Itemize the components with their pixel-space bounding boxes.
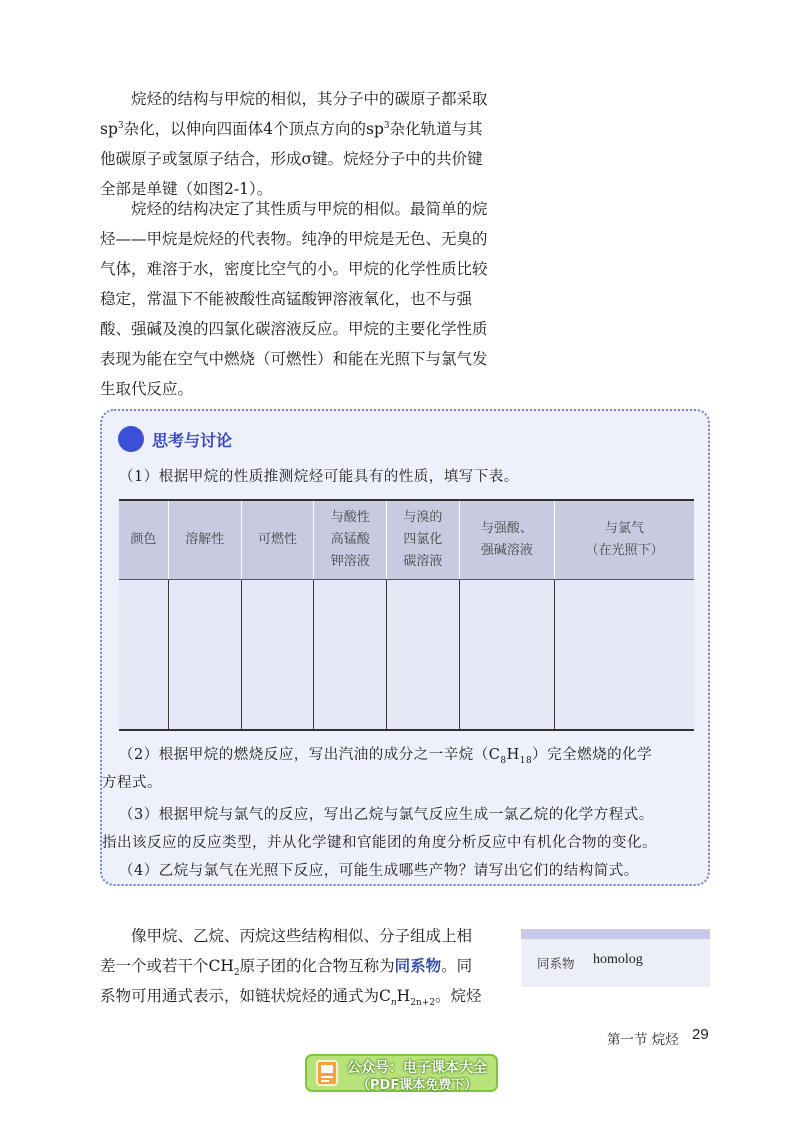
watermark-banner bbox=[305, 1054, 498, 1092]
text-line: 他碳原子或氢原子结合，形成σ键。烷烃分子中的共价键 bbox=[100, 150, 483, 168]
table-cell[interactable] bbox=[555, 580, 694, 731]
text-line: 稳定，常温下不能被酸性高锰酸钾溶液氧化，也不与强 bbox=[100, 290, 473, 308]
page-number: 29 bbox=[692, 1026, 709, 1043]
text-line: $sp^3$杂化，以伸向四面体4个顶点方向的$sp^3$杂化轨道与其 bbox=[100, 120, 483, 138]
text-line: 烃——甲烷是烷烃的代表物。纯净的甲烷是无色、无臭的 bbox=[100, 230, 488, 248]
table-cell[interactable] bbox=[241, 580, 314, 731]
table-header-row bbox=[119, 500, 694, 580]
question-4: （4）乙烷与氯气在光照下反应，可能生成哪些产物？请写出它们的结构简式。 bbox=[119, 863, 639, 879]
table-row bbox=[119, 580, 694, 731]
book-icon bbox=[315, 1059, 341, 1087]
paragraph-alkane-properties bbox=[100, 194, 500, 404]
question-3-cont: 指出该反应的反应类型，并从化学键和官能团的角度分析反应中有机化合物的变化。 bbox=[102, 835, 657, 851]
paragraph-alkane-structure bbox=[100, 84, 500, 204]
question-2: （2）根据甲烷的燃烧反应，写出汽油的成分之一辛烷$(C_8H_{18})$完全燃烧的化学 bbox=[119, 747, 653, 766]
table-cell[interactable] bbox=[119, 580, 168, 731]
glossary-chinese: 同系物 bbox=[537, 956, 575, 971]
discussion-circle-icon bbox=[118, 426, 144, 452]
question-2-cont: 方程式。 bbox=[102, 775, 162, 791]
table-header-cell: 颜色 bbox=[119, 500, 168, 580]
footer-section-title: 第一节 烷烃 bbox=[607, 1032, 679, 1048]
discussion-header bbox=[118, 425, 232, 453]
table-header-cell: 与强酸、 强碱溶液 bbox=[459, 500, 554, 580]
term-homolog: 同系物 bbox=[394, 957, 442, 975]
glossary-box bbox=[521, 929, 710, 987]
table-cell[interactable] bbox=[168, 580, 241, 731]
discussion-box bbox=[100, 409, 710, 886]
table-header-cell: 与酸性 高锰酸 钾溶液 bbox=[314, 500, 387, 580]
text-line: 全部是单键（如图2-1）。 bbox=[100, 180, 273, 198]
text-line: 气体，难溶于水，密度比空气的小。甲烷的化学性质比较 bbox=[100, 260, 488, 278]
text-line: 系物可用通式表示，如链状烷烃的通式为$C_nH_{2n+2}$。烷烃 bbox=[100, 987, 482, 1009]
glossary-english: homolog bbox=[593, 952, 643, 967]
table-header-cell: 可燃性 bbox=[241, 500, 314, 580]
text-line: 像甲烷、乙烷、丙烷这些结构相似、分子组成上相 bbox=[131, 927, 473, 945]
text-line: 生取代反应。 bbox=[100, 380, 194, 398]
text-line: 烷烃的结构与甲烷的相似，其分子中的碳原子都采取 bbox=[131, 90, 488, 108]
discussion-title: 思考与讨论 bbox=[152, 430, 233, 450]
table-cell[interactable] bbox=[459, 580, 554, 731]
table-header-cell: 与溴的 四氯化 碳溶液 bbox=[387, 500, 460, 580]
paragraph-homolog bbox=[100, 921, 500, 1011]
text-line: 差一个或若干个$CH_2$原子团的化合物互称为同系物。同 bbox=[100, 957, 473, 979]
question-1: （1）根据甲烷的性质推测烷烃可能具有的性质，填写下表。 bbox=[119, 469, 519, 485]
question-3: （3）根据甲烷与氯气的反应，写出乙烷与氯气反应生成一氯乙烷的化学方程式。 bbox=[119, 807, 654, 823]
properties-table bbox=[119, 499, 694, 731]
text-line: 表现为能在空气中燃烧（可燃性）和能在光照下与氯气发 bbox=[100, 350, 488, 368]
watermark-line-1: 公众号：电子课本大全 bbox=[347, 1060, 487, 1076]
table-cell[interactable] bbox=[314, 580, 387, 731]
watermark-line-2: （PDF课本免费下） bbox=[357, 1078, 478, 1093]
table-header-cell: 与氯气 （在光照下） bbox=[555, 500, 694, 580]
table-header-cell: 溶解性 bbox=[168, 500, 241, 580]
text-line: 酸、强碱及溴的四氯化碳溶液反应。甲烷的主要化学性质 bbox=[100, 320, 488, 338]
table-cell[interactable] bbox=[387, 580, 460, 731]
text-line: 烷烃的结构决定了其性质与甲烷的相似。最简单的烷 bbox=[131, 200, 488, 218]
